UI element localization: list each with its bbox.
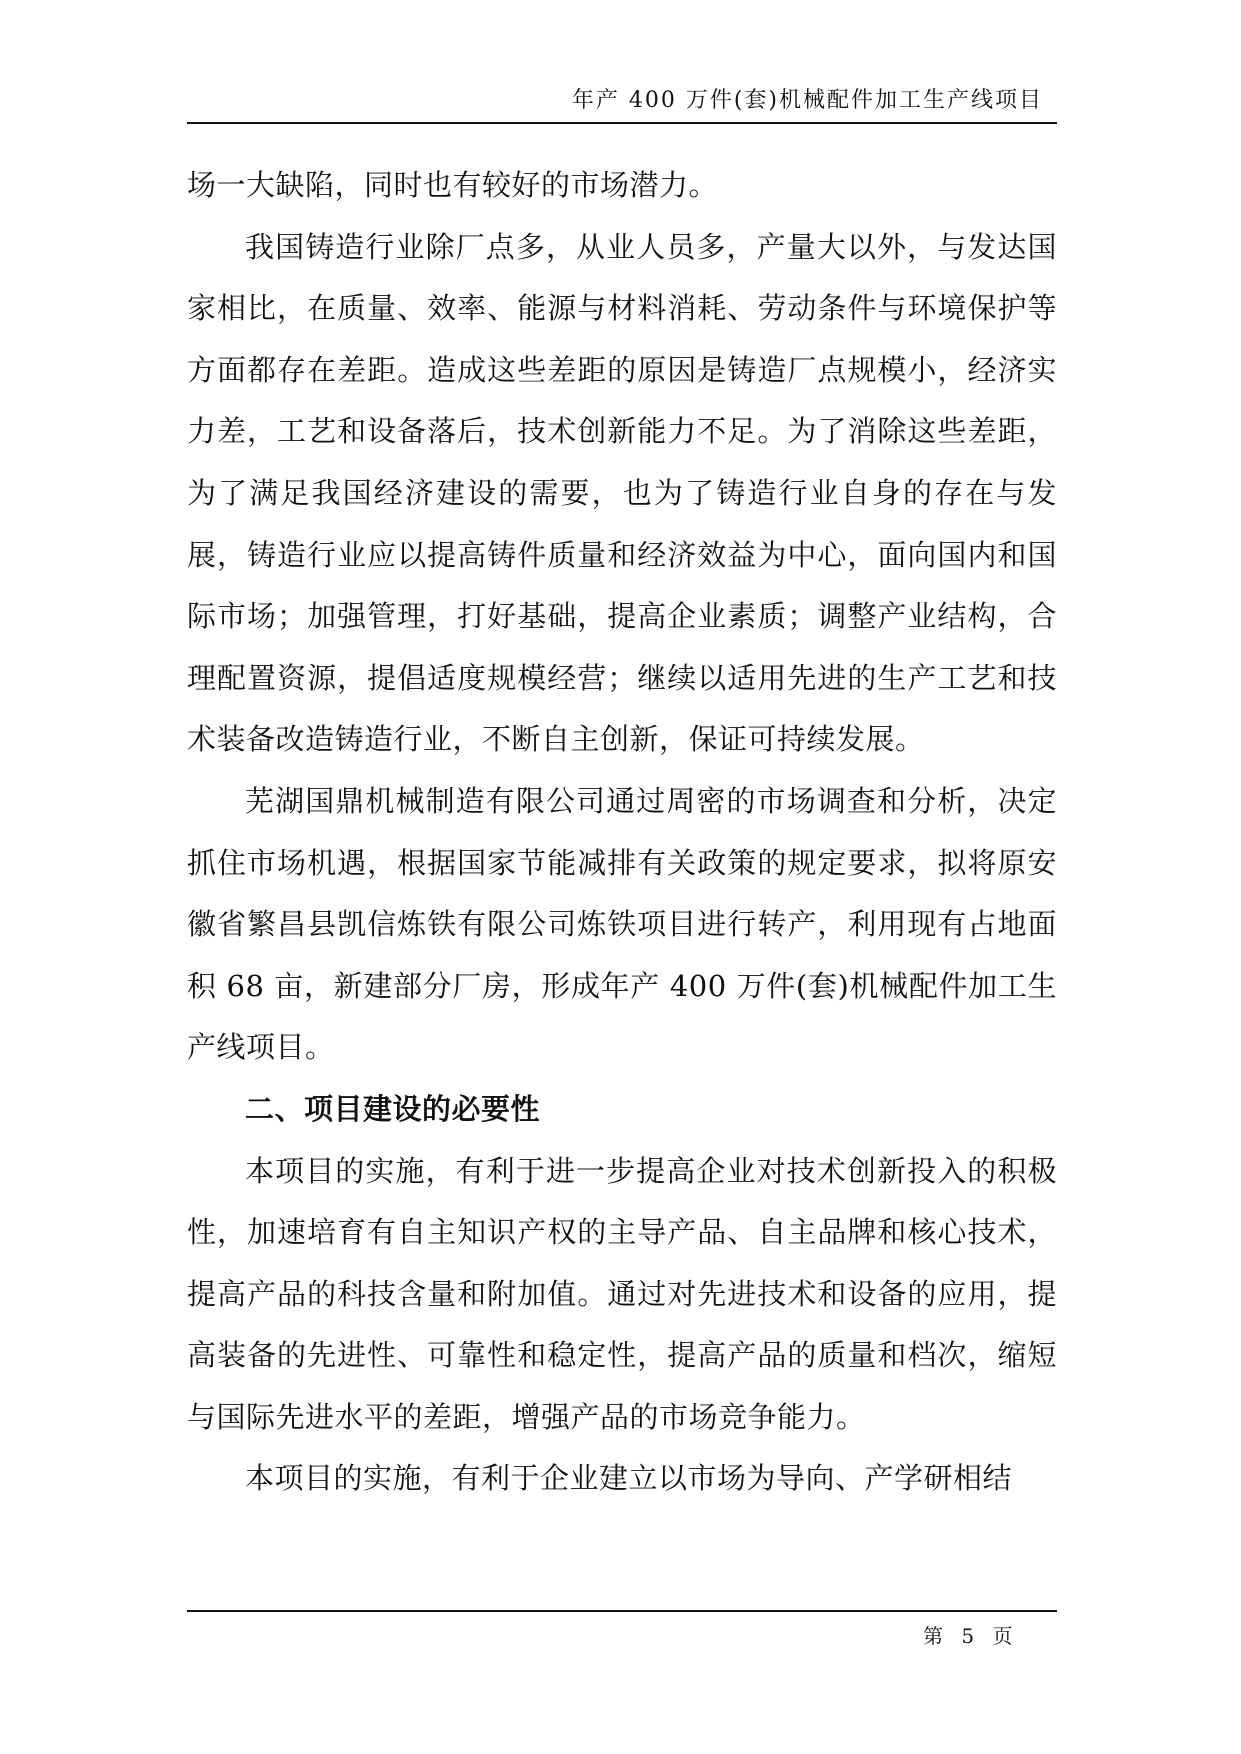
header-title: 年产 400 万件(套)机械配件加工生产线项目 bbox=[571, 88, 1043, 113]
section-heading: 二、项目建设的必要性 bbox=[245, 1091, 541, 1126]
body-paragraph-continuation: 场一大缺陷，同时也有较好的市场潜力。 bbox=[187, 168, 719, 202]
page-number: 第 5 页 bbox=[923, 1624, 1019, 1648]
body-paragraph: 本项目的实施，有利于进一步提高企业对技术创新投入的积极性，加速培育有自主知识产权的主导产品、自主品牌和核心技术，提高产品的科技含量和附加值。通过对先进技术和设备的应用，提高装备的先进性、可靠性和稳定性，提高产品的质量和档次，缩短与国际先进水平的差距，增强产品的市场竞争能力。 bbox=[187, 1153, 1057, 1434]
body-paragraph: 我国铸造行业除厂点多，从业人员多，产量大以外，与发达国家相比，在质量、效率、能源与材料消耗、劳动条件与环境保护等方面都存在差距。造成这些差距的原因是铸造厂点规模小，经济实力差，工艺和设备落后，技术创新能力不足。为了消除这些差距，为了满足我国经济建设的需要，也为了铸造行业自身的存在与发展，铸造行业应以提高铸件质量和经济效益为中心，面向国内和国际市场；加强管理，打好基础，提高企业素质；调整产业结构，合理配置资源，提倡适度规模经营；继续以适用先进的生产工艺和技术装备改造铸造行业，不断自主创新，保证可持续发展。 bbox=[187, 229, 1057, 757]
body-paragraph: 本项目的实施，有利于企业建立以市场为导向、产学研相结 bbox=[245, 1461, 1013, 1496]
page-body bbox=[187, 155, 1057, 1510]
body-paragraph: 芜湖国鼎机械制造有限公司通过周密的市场调查和分析，决定抓住市场机遇，根据国家节能减排有关政策的规定要求，拟将原安徽省繁昌县凯信炼铁有限公司炼铁项目进行转产，利用现有占地面积 68 亩，新建部分厂房，形成年产 400 万件(套)机械配件加工生产线项目。 bbox=[187, 783, 1057, 1065]
page-header bbox=[187, 86, 1057, 124]
page-footer bbox=[187, 1610, 1057, 1652]
